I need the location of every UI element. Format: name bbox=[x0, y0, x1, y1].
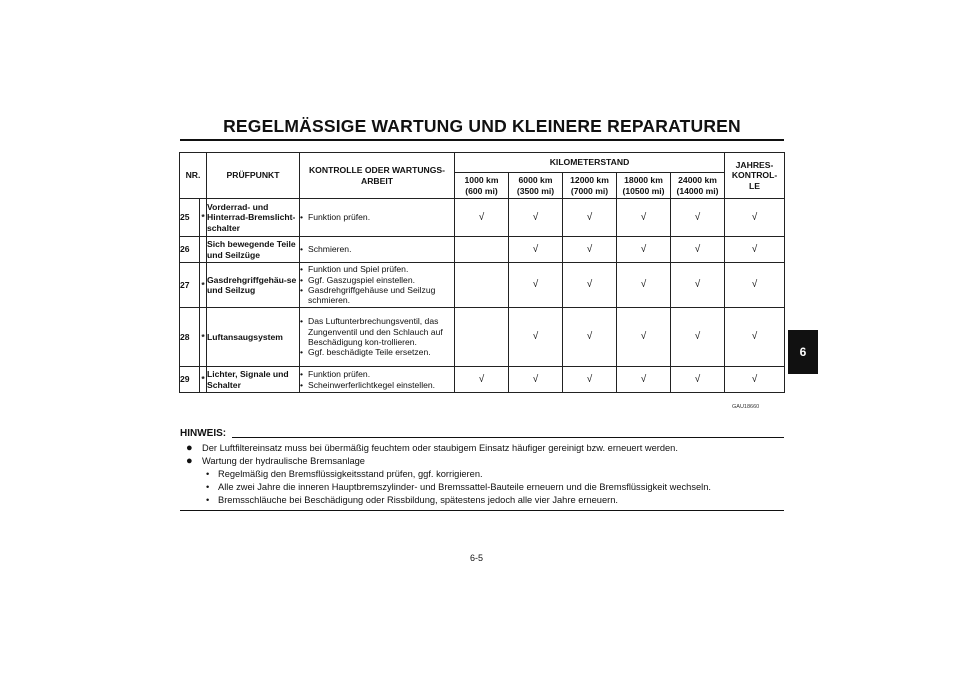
header-km-1 bbox=[455, 173, 509, 199]
row-item: Lichter, Signale und Schalter bbox=[207, 367, 300, 393]
km-value: 12000 km bbox=[570, 175, 609, 186]
note-text: Regelmäßig den Bremsflüssigkeitsstand prüfen, ggf. korrigieren. bbox=[218, 468, 483, 479]
check-mark: √ bbox=[509, 308, 563, 367]
row-item: Gasdrehgriffgehäu-se und Seilzug bbox=[207, 263, 300, 308]
row-checks bbox=[300, 263, 455, 308]
table-row bbox=[180, 199, 785, 237]
row-item: Luftansaugsystem bbox=[207, 308, 300, 367]
header-kontrolle: KONTROLLE ODER WARTUNGS-ARBEIT bbox=[300, 153, 455, 199]
hinweis-notes bbox=[184, 442, 711, 507]
header-jahreskontrolle: JAHRES-KONTROL-LE bbox=[725, 153, 785, 199]
mi-value: (14000 mi) bbox=[676, 185, 719, 196]
row-checks bbox=[300, 308, 455, 367]
check-mark: √ bbox=[725, 199, 785, 237]
bullet-icon: • bbox=[206, 468, 210, 479]
check-mark: √ bbox=[455, 367, 509, 393]
check-mark: √ bbox=[563, 308, 617, 367]
row-checks bbox=[300, 199, 455, 237]
check-mark: √ bbox=[671, 367, 725, 393]
note-text: Der Luftfiltereinsatz muss bei übermäßig feuchtem oder staubigem Einsatz häufiger gereinigt bzw. erneuert werden. bbox=[202, 443, 678, 453]
km-value: 24000 km bbox=[678, 175, 717, 186]
row-number: 29 bbox=[180, 367, 200, 393]
row-number: 25 bbox=[180, 199, 200, 237]
note-text: Alle zwei Jahre die inneren Hauptbremszylinder- und Bremssattel-Bauteile erneuern und die Bremsflüssigkeit wechseln. bbox=[218, 481, 711, 492]
check-item: • Ggf. Gaszugspiel einstellen. bbox=[300, 275, 454, 285]
chapter-tab: 6 bbox=[788, 330, 818, 374]
row-number: 26 bbox=[180, 237, 200, 263]
header-km-4 bbox=[617, 173, 671, 199]
header-km-2 bbox=[509, 173, 563, 199]
bullet-icon: • bbox=[206, 481, 210, 492]
mi-value: (3500 mi) bbox=[516, 185, 555, 196]
mi-value: (10500 mi) bbox=[622, 185, 665, 196]
hinweis-rule bbox=[232, 437, 784, 438]
reference-code: GAU18660 bbox=[732, 404, 760, 410]
hinweis-heading: HINWEIS: bbox=[180, 428, 227, 439]
check-mark bbox=[455, 308, 509, 367]
check-mark bbox=[455, 263, 509, 308]
check-item: • Gasdrehgriffgehäuse und Seilzug schmieren. bbox=[300, 285, 454, 306]
table-row bbox=[180, 308, 785, 367]
check-mark: √ bbox=[617, 308, 671, 367]
bullet-icon: • bbox=[206, 494, 210, 505]
bottom-rule bbox=[180, 510, 784, 511]
title-rule bbox=[180, 139, 784, 141]
check-mark: √ bbox=[671, 308, 725, 367]
check-mark: √ bbox=[509, 367, 563, 393]
row-star: * bbox=[200, 367, 207, 393]
note-text: Bremsschläuche bei Beschädigung oder Rissbildung, spätestens jedoch alle vier Jahre erneuern. bbox=[218, 494, 619, 505]
row-item: Sich bewegende Teile und Seilzüge bbox=[207, 237, 300, 263]
check-mark: √ bbox=[617, 263, 671, 308]
check-item: • Das Luftunterbrechungsventil, das Zungenventil und den Schlauch auf Beschädigung kon-trollieren. bbox=[300, 316, 454, 347]
header-km-3 bbox=[563, 173, 617, 199]
page-number: 6-5 bbox=[470, 553, 484, 563]
check-item: • Funktion prüfen. bbox=[300, 212, 454, 222]
table-row bbox=[180, 237, 785, 263]
check-item: • Funktion und Spiel prüfen. bbox=[300, 264, 454, 274]
note-text: Wartung der hydraulische Bremsanlage bbox=[202, 455, 365, 466]
check-item: • Ggf. beschädigte Teile ersetzen. bbox=[300, 347, 454, 357]
check-item: • Funktion prüfen. bbox=[300, 369, 454, 379]
check-mark: √ bbox=[725, 308, 785, 367]
row-star: * bbox=[200, 199, 207, 237]
check-mark: √ bbox=[563, 367, 617, 393]
check-mark: √ bbox=[509, 263, 563, 308]
bullet-icon: ● bbox=[186, 454, 193, 467]
mi-value: (600 mi) bbox=[465, 185, 498, 196]
table-row bbox=[180, 367, 785, 393]
check-item: • Scheinwerferlichtkegel einstellen. bbox=[300, 380, 454, 390]
check-mark: √ bbox=[725, 367, 785, 393]
check-mark: √ bbox=[617, 367, 671, 393]
row-star bbox=[200, 237, 207, 263]
header-km-5 bbox=[671, 173, 725, 199]
check-mark: √ bbox=[617, 237, 671, 263]
check-mark: √ bbox=[671, 263, 725, 308]
header-pruefpunkt: PRÜFPUNKT bbox=[207, 153, 300, 199]
note-subbullet bbox=[184, 468, 711, 481]
row-checks bbox=[300, 367, 455, 393]
check-mark: √ bbox=[509, 237, 563, 263]
note-subbullet bbox=[184, 481, 711, 494]
check-mark bbox=[455, 237, 509, 263]
row-item: Vorderrad- und Hinterrad-Bremslicht-schalter bbox=[207, 199, 300, 237]
mi-value: (7000 mi) bbox=[570, 185, 609, 196]
note-bullet bbox=[184, 455, 711, 468]
table-row bbox=[180, 263, 785, 308]
header-kilometerstand: KILOMETERSTAND bbox=[455, 153, 725, 173]
row-star: * bbox=[200, 308, 207, 367]
check-mark: √ bbox=[563, 263, 617, 308]
row-number: 27 bbox=[180, 263, 200, 308]
check-mark: √ bbox=[563, 199, 617, 237]
maintenance-table bbox=[179, 152, 785, 393]
row-checks bbox=[300, 237, 455, 263]
check-mark: √ bbox=[671, 199, 725, 237]
km-value: 6000 km bbox=[518, 175, 553, 186]
check-mark: √ bbox=[563, 237, 617, 263]
check-mark: √ bbox=[455, 199, 509, 237]
header-nr: NR. bbox=[180, 153, 207, 199]
row-star: * bbox=[200, 263, 207, 308]
check-mark: √ bbox=[509, 199, 563, 237]
row-number: 28 bbox=[180, 308, 200, 367]
check-mark: √ bbox=[725, 263, 785, 308]
check-mark: √ bbox=[671, 237, 725, 263]
km-value: 1000 km bbox=[464, 175, 499, 186]
check-item: • Schmieren. bbox=[300, 244, 454, 254]
check-mark: √ bbox=[617, 199, 671, 237]
note-bullet bbox=[184, 442, 711, 455]
page-title: REGELMÄSSIGE WARTUNG UND KLEINERE REPARATUREN bbox=[223, 116, 741, 136]
km-value: 18000 km bbox=[624, 175, 663, 186]
note-subbullet bbox=[184, 494, 711, 507]
check-mark: √ bbox=[725, 237, 785, 263]
bullet-icon: ● bbox=[186, 442, 193, 454]
